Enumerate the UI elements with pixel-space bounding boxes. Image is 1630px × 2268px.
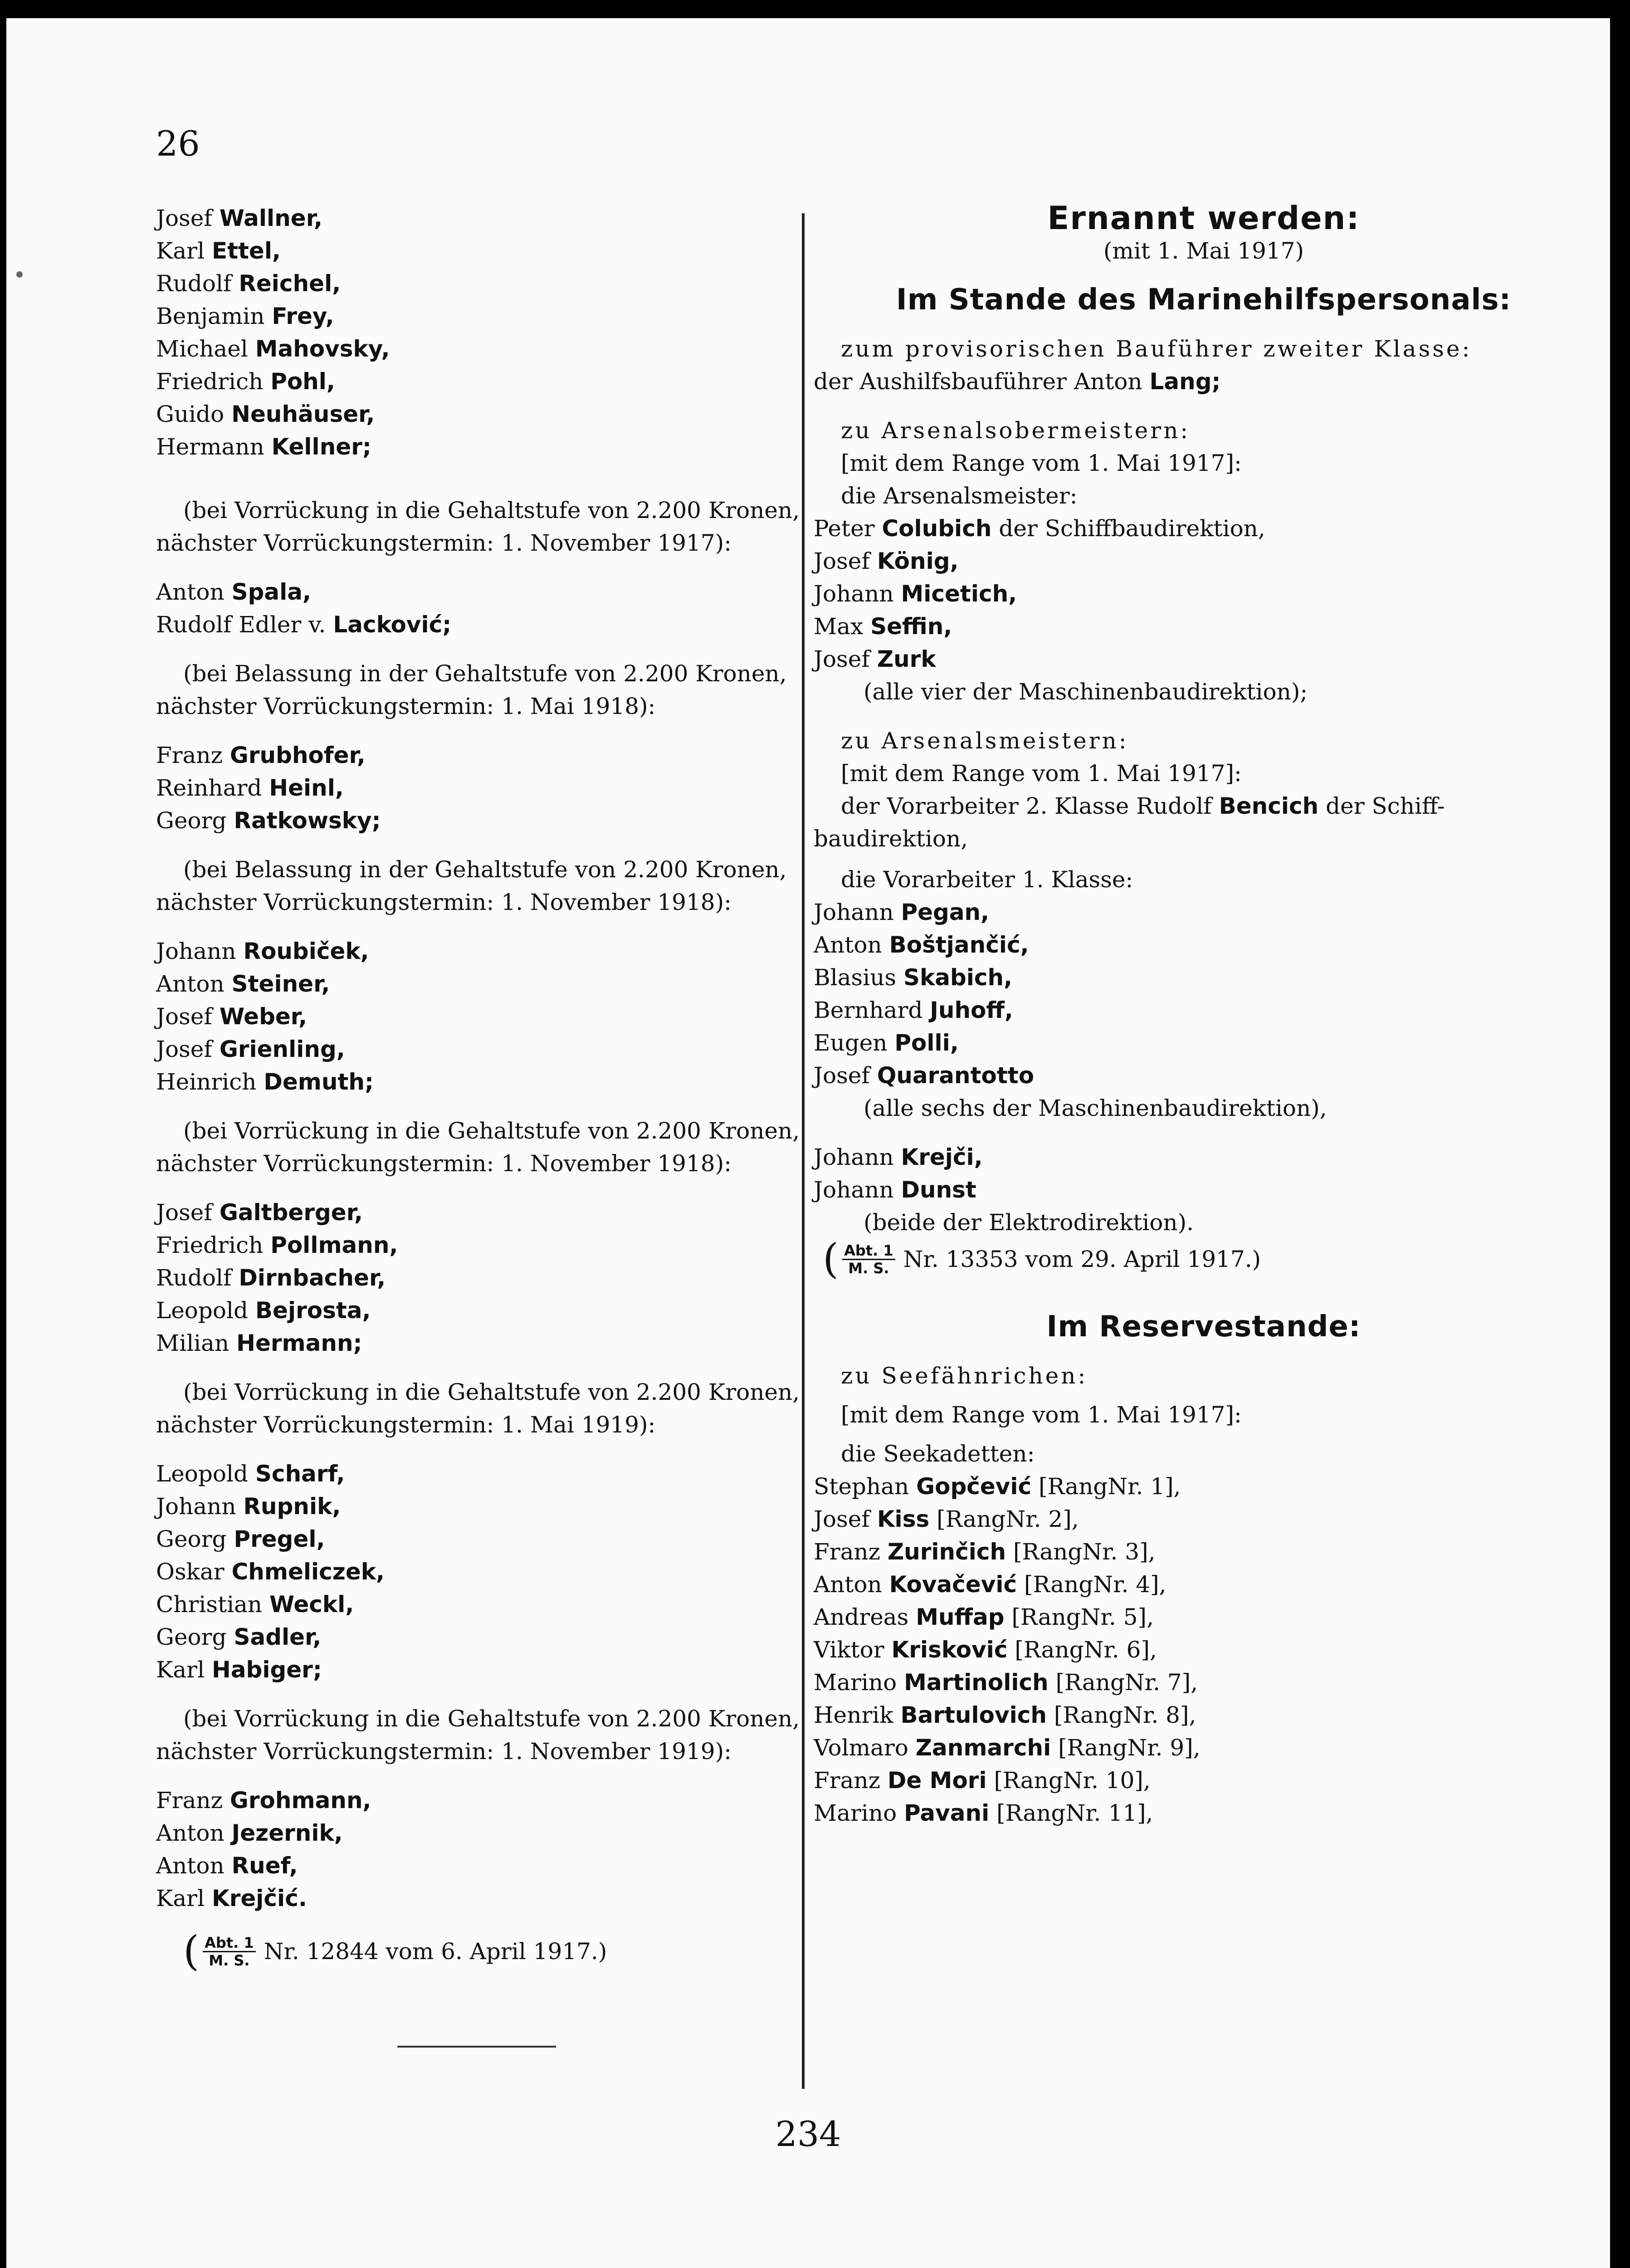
name-entry: Anton Kovačević [RangNr. 4], xyxy=(814,1571,1166,1598)
name-entry: Friedrich Pollmann, xyxy=(156,1232,398,1258)
salary-note: (bei Vorrückung in die Gehaltstufe von 2.200 Kronen, nächster Vorrückungstermin: 1. Mai 1919): xyxy=(156,1379,800,1438)
section-reservestand: Im Reservestande: xyxy=(1046,1310,1361,1344)
salary-note: (bei Belassung in der Gehaltstufe von 2.200 Kronen, nächster Vorrückungstermin: 1. Mai 1918): xyxy=(156,660,787,719)
name-entry: Andreas Muffap [RangNr. 5], xyxy=(814,1604,1154,1630)
name-entry: Josef Zurk xyxy=(814,646,936,672)
name-list xyxy=(156,576,800,641)
name-entry: Volmaro Zanmarchi [RangNr. 9], xyxy=(814,1735,1201,1761)
decree-reference: ( $\frac{\text{Abt. 1}}{M. S.}$ Nr. 13353 vom 29. April 1917.) xyxy=(823,1235,1261,1283)
name-entry: Georg Pregel, xyxy=(156,1526,325,1552)
name-entry: Anton Steiner, xyxy=(156,971,330,997)
name-entry: Franz De Mori [RangNr. 10], xyxy=(814,1767,1151,1794)
name-list xyxy=(156,1784,800,1915)
salary-note: (bei Belassung in der Gehaltstufe von 2.200 Kronen, nächster Vorrückungstermin: 1. November 1918): xyxy=(156,856,787,915)
name-entry: Josef Weber, xyxy=(156,1003,307,1030)
name-entry: Milian Hermann; xyxy=(156,1330,362,1356)
left-column xyxy=(156,202,800,1975)
name-entry: der Vorarbeiter 2. Klasse Rudolf Bencich der Schiff- xyxy=(841,793,1445,819)
name-list xyxy=(156,202,800,463)
name-entry: Rudolf Dirnbacher, xyxy=(156,1265,386,1291)
decree-reference: ( $\frac{\text{Abt. 1}}{M. S.}$ Nr. 12844 vom 6. April 1917.) xyxy=(183,1927,607,1975)
name-entry: Marino Pavani [RangNr. 11], xyxy=(814,1800,1153,1826)
effective-date: (mit 1. Mai 1917) xyxy=(1103,238,1304,264)
section-marinehilfspersonal: Im Stande des Marinehilfspersonals: xyxy=(896,283,1512,317)
name-entry: Hermann Kellner; xyxy=(156,434,371,460)
name-entry: Johann Micetich, xyxy=(814,581,1017,607)
name-entry: Stephan Gopčević [RangNr. 1], xyxy=(814,1473,1181,1500)
name-entry: Josef Wallner, xyxy=(156,205,323,231)
name-entry: Guido Neuhäuser, xyxy=(156,401,375,427)
name-list xyxy=(814,1470,1594,1829)
name-entry: Rudolf Reichel, xyxy=(156,270,341,297)
name-list: Johann Pegan, Anton Boštjančić, Blasius Skabich, Bernhard Juhoff, Eugen Polli, Josef Quarantotto (alle sechs der Maschinenbaudirektion), xyxy=(814,896,1594,1124)
name-entry: Friedrich Pohl, xyxy=(156,368,335,395)
name-entry: Josef Quarantotto xyxy=(814,1062,1035,1089)
name-entry: Heinrich Demuth; xyxy=(156,1069,374,1095)
section-end-rule xyxy=(397,2046,556,2048)
name-entry: Franz Zurinčich [RangNr. 3], xyxy=(814,1539,1156,1565)
salary-note: (bei Vorrückung in die Gehaltstufe von 2.200 Kronen, nächster Vorrückungstermin: 1. November 1919): xyxy=(156,1706,800,1765)
name-entry: Eugen Polli, xyxy=(814,1030,959,1056)
name-entry: Michael Mahovsky, xyxy=(156,336,390,362)
name-entry: Christian Weckl, xyxy=(156,1591,354,1618)
name-entry: der Aushilfsbauführer Anton Lang; xyxy=(814,368,1221,395)
name-entry: Karl Ettel, xyxy=(156,238,281,264)
document-page xyxy=(6,18,1610,2268)
name-entry: Henrik Bartulovich [RangNr. 8], xyxy=(814,1702,1196,1728)
name-entry: Anton Jezernik, xyxy=(156,1820,343,1846)
department-fraction: $\frac{\text{Abt. 1}}{M. S.}$ xyxy=(203,1935,256,1969)
name-entry: Anton Ruef, xyxy=(156,1853,298,1879)
name-entry: Johann Rupnik, xyxy=(156,1493,341,1520)
name-entry: Franz Grohmann, xyxy=(156,1787,371,1813)
salary-note: (bei Vorrückung in die Gehaltstufe von 2.200 Kronen, nächster Vorrückungstermin: 1. November 1918): xyxy=(156,1118,800,1177)
column-divider xyxy=(802,213,805,2089)
name-entry: Johann Krejči, xyxy=(814,1144,983,1170)
name-entry: Reinhard Heinl, xyxy=(156,775,344,801)
name-list xyxy=(156,1457,800,1686)
name-entry: Benjamin Frey, xyxy=(156,303,334,329)
name-entry: Max Seffin, xyxy=(814,613,952,640)
name-entry: Johann Dunst xyxy=(814,1177,976,1203)
name-entry: Leopold Scharf, xyxy=(156,1461,345,1487)
page-number-top: 26 xyxy=(156,123,200,164)
name-entry: Josef König, xyxy=(814,548,959,574)
name-entry: Viktor Krisković [RangNr. 6], xyxy=(814,1637,1157,1663)
name-entry: Peter Colubich der Schiffbaudirektion, xyxy=(814,515,1265,542)
name-entry: Karl Habiger; xyxy=(156,1657,322,1683)
name-entry: Bernhard Juhoff, xyxy=(814,997,1013,1023)
name-entry: Anton Boštjančić, xyxy=(814,932,1029,958)
name-list: Johann Krejči, Johann Dunst (beide der Elektrodirektion). xyxy=(814,1141,1594,1239)
name-entry: Marino Martinolich [RangNr. 7], xyxy=(814,1669,1198,1696)
department-fraction: $\frac{\text{Abt. 1}}{M. S.}$ xyxy=(842,1242,895,1276)
page-number-bottom: 234 xyxy=(775,2114,841,2154)
name-entry: Oskar Chmeliczek, xyxy=(156,1559,385,1585)
name-entry: Rudolf Edler v. Lacković; xyxy=(156,611,452,638)
name-entry: Blasius Skabich, xyxy=(814,964,1013,991)
name-entry: Leopold Bejrosta, xyxy=(156,1297,371,1324)
name-entry: Georg Sadler, xyxy=(156,1624,322,1650)
name-list xyxy=(156,1196,800,1359)
heading-ernannt: Ernannt werden: xyxy=(1047,200,1360,237)
name-entry: Georg Ratkowsky; xyxy=(156,807,381,834)
name-list xyxy=(156,935,800,1098)
name-entry: Karl Krejčić. xyxy=(156,1885,307,1911)
name-entry: Franz Grubhofer, xyxy=(156,742,366,768)
name-entry: Josef Galtberger, xyxy=(156,1199,363,1226)
scan-speck xyxy=(16,271,23,278)
name-entry: Anton Spala, xyxy=(156,579,312,605)
name-entry: Josef Kiss [RangNr. 2], xyxy=(814,1506,1079,1532)
name-list: Peter Colubich der Schiffbaudirektion, Josef König, Johann Micetich, Max Seffin, Josef Zurk (alle vier der Maschinenbaudirektion); xyxy=(814,512,1594,708)
right-column: Ernannt werden: (mit 1. Mai 1917) Im Stande des Marinehilfspersonals: zum provisorischen Bauführer zweiter Klasse: der Aushilfsbauführer Anton Lang; zu Arsenalsobermeistern: [mit dem Range vom 1. Mai 1917]: die Arsenalsmeister: Peter Colubich der Schiffbaudirektion, Josef König, Johann Micetich, Max Seffin, Josef Zurk (alle vier der Maschinenbaudirektion); zu Arsenalsmeistern: [mit dem Range vom 1. Mai 1917]: der Vorarbeiter 2. Klasse Rudolf Bencich der Schiff- baudirektion, die Vorarbeiter 1. Klasse: Johann Pegan, Anton Boštjančić, Blasius Skabich, Bernhard Juhoff, Eugen Polli, Josef Quarantotto (alle sechs der Maschinenbaudirektion), Johann Krejči, Johann Dunst (beide der Elektrodirektion). ( $\frac{\text{Abt. 1}}{M. S.}$ Nr. 13353 vom 29. April 1917.) Im Reservestande: zu Seefähnrichen: [mit dem Range vom 1. Mai 1917]: die Seekadetten: Stephan Gopčević [RangNr. 1], Josef Kiss [RangNr. 2], Franz Zurinčich [RangNr. 3], Anton Kovačević [RangNr. 4], Andreas Muffap [RangNr. 5], Viktor Krisković [RangNr. 6], Marino Martinolich [RangNr. 7], Henrik Bartulovich [RangNr. 8], Volmaro Zanmarchi [RangNr. 9], Franz De Mori [RangNr. 10], Marino Pavani [RangNr. 11], xyxy=(814,202,1594,1829)
name-entry: Josef Grienling, xyxy=(156,1036,345,1062)
salary-note: (bei Vorrückung in die Gehaltstufe von 2.200 Kronen, nächster Vorrückungstermin: 1. November 1917): xyxy=(156,497,800,556)
name-list xyxy=(156,739,800,837)
name-entry: Johann Roubiček, xyxy=(156,938,369,964)
name-entry: Johann Pegan, xyxy=(814,899,990,925)
